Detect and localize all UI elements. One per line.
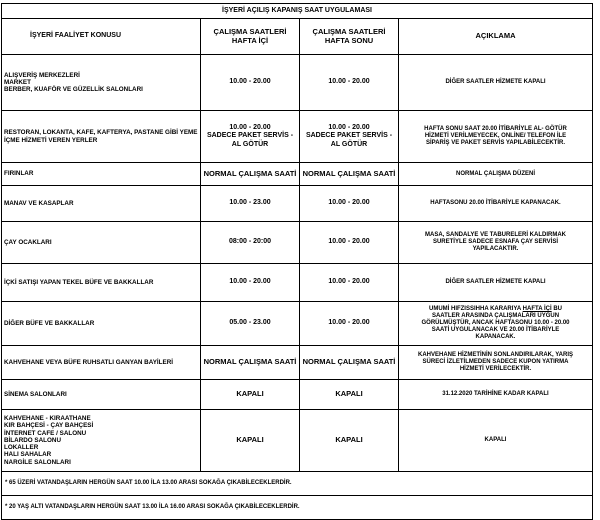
weekend-hours: 10.00 - 20.00 bbox=[300, 264, 399, 302]
note-line: GÖRÜLMÜŞTÜR, ANCAK HAFTASONU 10.00 - 20.00 bbox=[421, 320, 570, 327]
weekend-hours: 10.00 - 20.00 bbox=[300, 302, 399, 346]
schedule-table bbox=[1, 3, 593, 520]
activity-line: İÇME HİZMETİ VEREN YERLER bbox=[4, 136, 98, 144]
footnote-row bbox=[2, 472, 593, 496]
activity-cell bbox=[2, 264, 201, 302]
activity-line: LOKALLER bbox=[4, 444, 39, 452]
activity-cell bbox=[2, 55, 201, 111]
activity-line: SİNEMA SALONLARI bbox=[4, 390, 67, 398]
note-line-pre: UMUMİ HIFZISSIHHA KARARIYA bbox=[428, 306, 523, 313]
header-activity: İŞYERİ FAALİYET KONUSU bbox=[2, 19, 201, 55]
activity-line: KIR BAHÇESİ - ÇAY BAHÇESİ bbox=[4, 422, 94, 430]
note-line: KAPANACAK. bbox=[475, 333, 516, 340]
weekday-line: SADECE PAKET SERVİS - bbox=[206, 132, 294, 140]
activity-cell bbox=[2, 163, 201, 186]
table-row bbox=[2, 264, 593, 302]
activity-line: RESTORAN, LOKANTA, KAFE, KAFTERYA, PASTANE GİBİ YEME bbox=[4, 129, 198, 137]
weekday-line: 10.00 - 20.00 bbox=[229, 124, 271, 132]
note-cell bbox=[399, 163, 593, 186]
activity-line: FIRINLAR bbox=[4, 170, 34, 178]
note-line: SAATLER ARASINDA ÇALIŞMALARI UYGUN bbox=[431, 313, 560, 320]
weekday-hours: 10.00 - 20.00 bbox=[201, 55, 300, 111]
weekend-hours: 10.00 - 20.00 bbox=[300, 186, 399, 222]
weekend-hours: 10.00 - 20.00 bbox=[300, 55, 399, 111]
note-line: HAFTA SONU SAAT 20.00 İTİBARİYLE AL- GÖTÜR bbox=[424, 126, 567, 133]
note-line: NORMAL ÇALIŞMA DÜZENİ bbox=[456, 170, 535, 177]
weekend-hours bbox=[300, 111, 399, 163]
weekend-line: SADECE PAKET SERVİS - bbox=[305, 132, 393, 140]
weekday-hours: KAPALI bbox=[201, 410, 300, 472]
activity-cell bbox=[2, 380, 201, 410]
activity-line: İÇKİ SATIŞI YAPAN TEKEL BÜFE VE BAKKALLAR bbox=[4, 278, 154, 286]
header-note: AÇIKLAMA bbox=[399, 19, 593, 55]
activity-cell bbox=[2, 302, 201, 346]
header-weekend-line2: HAFTA SONU bbox=[324, 35, 374, 45]
weekday-hours bbox=[201, 111, 300, 163]
table-row bbox=[2, 410, 593, 472]
table-row bbox=[2, 222, 593, 264]
activity-cell bbox=[2, 111, 201, 163]
note-line: MASA, SANDALYE VE TABURELERİ KALDIRMAK bbox=[424, 232, 566, 239]
activity-line: DİĞER BÜFE VE BAKKALLAR bbox=[4, 319, 95, 327]
weekend-hours: KAPALI bbox=[300, 410, 399, 472]
note-line: HAFTASONU 20.00 İTİBARİYLE KAPANACAK. bbox=[430, 200, 561, 207]
note-line-post: BU bbox=[551, 306, 562, 313]
footnote: * 20 YAŞ ALTI VATANDAŞLARIN HERGÜN SAAT 13.00 İLA 16.00 ARASI SOKAĞA ÇIKABİLECEKLERDİR. bbox=[2, 496, 593, 520]
note-line bbox=[401, 306, 590, 313]
table-row bbox=[2, 111, 593, 163]
note-cell bbox=[399, 380, 593, 410]
note-line: DİĞER SAATLER HİZMETE KAPALI bbox=[445, 79, 546, 86]
footnote-row bbox=[2, 496, 593, 520]
activity-line: MARKET bbox=[4, 78, 31, 86]
activity-cell bbox=[2, 186, 201, 222]
weekend-line: AL GÖTÜR bbox=[330, 140, 368, 148]
weekend-hours: 10.00 - 20.00 bbox=[300, 222, 399, 264]
note-cell bbox=[399, 111, 593, 163]
header-weekday-line1: ÇALIŞMA SAATLERİ bbox=[213, 26, 287, 36]
weekend-hours: NORMAL ÇALIŞMA SAATİ bbox=[300, 163, 399, 186]
activity-cell bbox=[2, 346, 201, 380]
note-line: KAHVEHANE HİZMETİNİN SONLANDIRILARAK, YARIŞ bbox=[417, 352, 573, 359]
note-cell bbox=[399, 410, 593, 472]
weekday-hours: 05.00 - 23.00 bbox=[201, 302, 300, 346]
note-line: SİPARİŞ VE PAKET SERVİS YAPILABİLECEKTİR. bbox=[425, 139, 566, 146]
table-row bbox=[2, 163, 593, 186]
weekday-line: AL GÖTÜR bbox=[231, 140, 269, 148]
note-cell bbox=[399, 302, 593, 346]
note-line: SÜRECİ İZLETİLMEDEN SADECE KUPON YATIRMA bbox=[422, 359, 569, 366]
title-row bbox=[2, 4, 593, 19]
header-row bbox=[2, 19, 593, 55]
table-row bbox=[2, 380, 593, 410]
header-weekday bbox=[201, 19, 300, 55]
note-line: HİZMETİ VERİLECEKTİR. bbox=[459, 365, 532, 372]
table-row bbox=[2, 186, 593, 222]
note-cell bbox=[399, 222, 593, 264]
weekday-hours: 10.00 - 20.00 bbox=[201, 264, 300, 302]
note-line: HİZMETİ VERİLMEYECEK, ONLİNE/ TELEFON İLE bbox=[424, 133, 567, 140]
weekend-line: 10.00 - 20.00 bbox=[328, 124, 370, 132]
activity-line: İNTERNET CAFE / SALONU bbox=[4, 429, 87, 437]
document-title: İŞYERİ AÇILIŞ KAPANIŞ SAAT UYGULAMASI bbox=[2, 4, 593, 19]
footnote: * 65 ÜZERİ VATANDAŞLARIN HERGÜN SAAT 10.00 İLA 13.00 ARASI SOKAĞA ÇIKABİLECEKLERDİR. bbox=[2, 472, 593, 496]
note-cell bbox=[399, 346, 593, 380]
weekday-hours: KAPALI bbox=[201, 380, 300, 410]
note-cell bbox=[399, 55, 593, 111]
table-row bbox=[2, 55, 593, 111]
activity-line: ÇAY OCAKLARI bbox=[4, 238, 52, 246]
activity-line: ALIŞVERİŞ MERKEZLERİ bbox=[4, 71, 80, 79]
note-line: 31.12.2020 TARİHİNE KADAR KAPALI bbox=[442, 391, 549, 398]
note-cell bbox=[399, 186, 593, 222]
weekend-hours: NORMAL ÇALIŞMA SAATİ bbox=[300, 346, 399, 380]
weekday-hours: 10.00 - 23.00 bbox=[201, 186, 300, 222]
activity-line: NARGİLE SALONLARI bbox=[4, 458, 71, 466]
note-line: KAPALI bbox=[484, 437, 507, 444]
header-weekend bbox=[300, 19, 399, 55]
activity-line: HALI SAHALAR bbox=[4, 451, 52, 459]
header-weekend-line1: ÇALIŞMA SAATLERİ bbox=[312, 26, 386, 36]
activity-cell bbox=[2, 222, 201, 264]
weekday-hours: NORMAL ÇALIŞMA SAATİ bbox=[201, 163, 300, 186]
activity-line: BİLARDO SALONU bbox=[4, 436, 62, 444]
table-row bbox=[2, 346, 593, 380]
note-cell bbox=[399, 264, 593, 302]
weekday-hours: NORMAL ÇALIŞMA SAATİ bbox=[201, 346, 300, 380]
weekend-hours: KAPALI bbox=[300, 380, 399, 410]
note-line: SAATİ UYGULANACAK VE 20.00 İTİBARİYLE bbox=[431, 326, 560, 333]
note-line: YAPILACAKTIR. bbox=[472, 245, 519, 252]
activity-cell bbox=[2, 410, 201, 472]
activity-line: BERBER, KUAFÖR VE GÜZELLİK SALONLARI bbox=[4, 86, 143, 94]
activity-line: KAHVEHANE - KIRAATHANE bbox=[4, 415, 91, 423]
note-underlined: HAFTA İÇİ bbox=[522, 306, 552, 313]
activity-line: MANAV VE KASAPLAR bbox=[4, 199, 74, 207]
note-line: SURETİYLE SADECE ESNAFA ÇAY SERVİSİ bbox=[432, 239, 559, 246]
activity-line: KAHVEHANE VEYA BÜFE RUHSATLI GANYAN BAYİLERİ bbox=[4, 358, 173, 366]
table-row bbox=[2, 302, 593, 346]
weekday-hours: 08:00 - 20:00 bbox=[201, 222, 300, 264]
note-line: DİĞER SAATLER HİZMETE KAPALI bbox=[445, 279, 546, 286]
header-weekday-line2: HAFTA İÇİ bbox=[231, 35, 269, 45]
